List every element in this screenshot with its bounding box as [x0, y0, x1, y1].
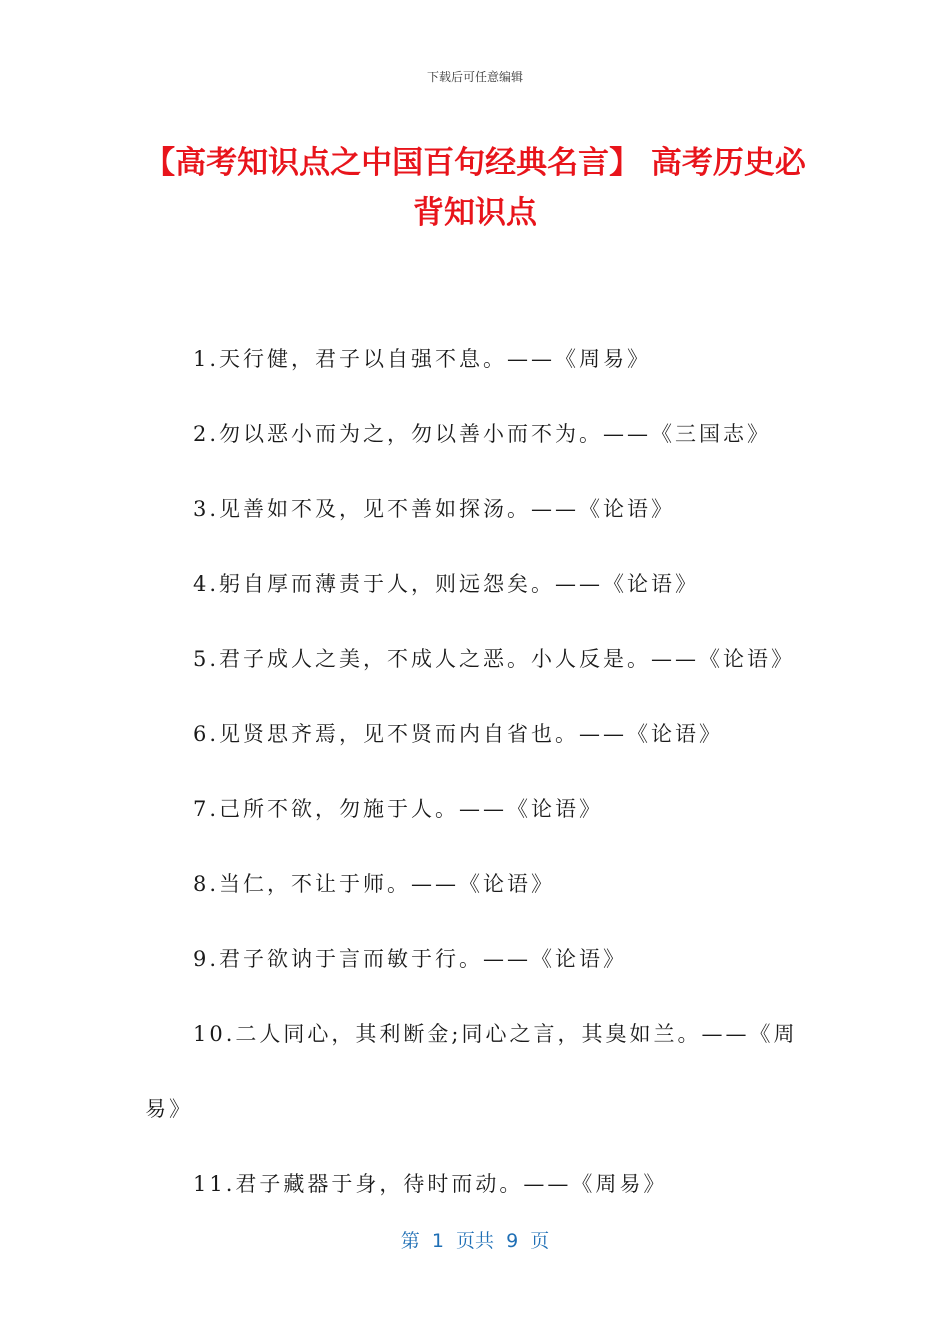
- header-note: 下载后可任意编辑: [426, 70, 523, 84]
- quote-item: 10.二人同心，其利断金;同心之言，其臭如兰。——《周易》: [145, 1022, 798, 1121]
- quote-item: 5.君子成人之美，不成人之恶。小人反是。——《论语》: [193, 647, 796, 671]
- quote-item: 4.躬自厚而薄责于人，则远怨矣。——《论语》: [193, 572, 700, 596]
- quote-item: 7.己所不欲，勿施于人。——《论语》: [193, 797, 604, 821]
- quote-item: 8.当仁，不让于师。——《论语》: [193, 872, 556, 896]
- quote-list: [145, 322, 805, 1222]
- quote-item: 11.君子藏器于身，待时而动。——《周易》: [193, 1172, 668, 1196]
- quote-item: 1.天行健，君子以自强不息。——《周易》: [193, 347, 652, 371]
- quote-item: 6.见贤思齐焉，见不贤而内自省也。——《论语》: [193, 722, 724, 746]
- quote-item: 3.见善如不及，见不善如探汤。——《论语》: [193, 497, 676, 521]
- quote-item: 2.勿以恶小而为之，勿以善小而不为。——《三国志》: [193, 422, 772, 446]
- quote-item: 9.君子欲讷于言而敏于行。——《论语》: [193, 947, 628, 971]
- document-title: 【高考知识点之中国百句经典名言】 高考历史必背知识点: [144, 145, 806, 231]
- page-footer: 第 1 页共 9 页: [400, 1230, 550, 1252]
